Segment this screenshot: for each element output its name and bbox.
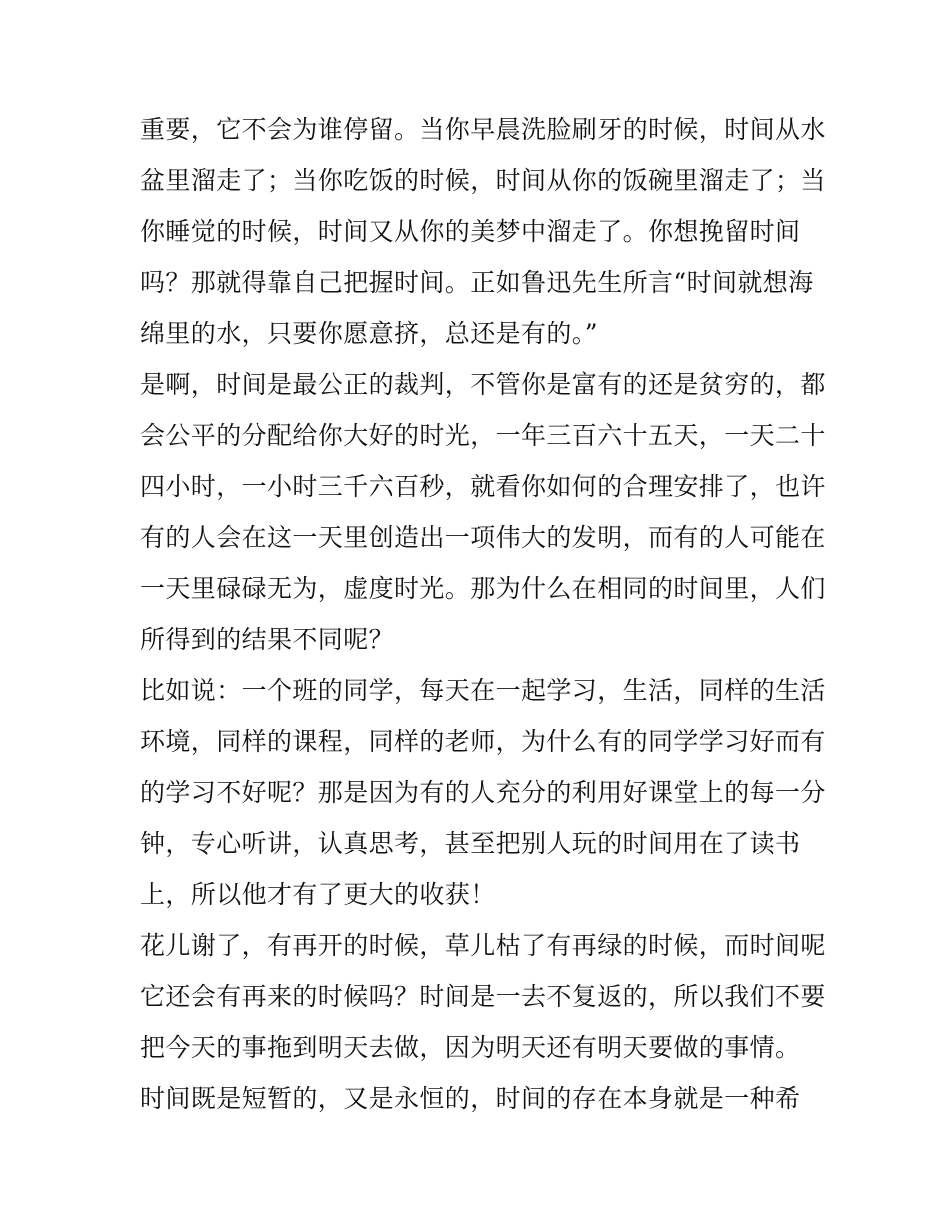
text-line: 它还会有再来的时候吗？时间是一去不复返的，所以我们不要 bbox=[140, 982, 826, 1011]
text-line: 四小时，一小时三千六百秒，就看你如何的合理安排了，也许 bbox=[140, 472, 826, 501]
text-line: 比如说：一个班的同学，每天在一起学习，生活，同样的生活 bbox=[140, 676, 826, 705]
text-line: 重要，它不会为谁停留。当你早晨洗脸刷牙的时候，时间从水 bbox=[140, 115, 826, 144]
text-line: 钟，专心听讲，认真思考，甚至把别人玩的时间用在了读书 bbox=[140, 829, 801, 858]
body-text bbox=[140, 104, 826, 1124]
text-line: 环境，同样的课程，同样的老师，为什么有的同学学习好而有 bbox=[140, 727, 826, 756]
text-line: 你睡觉的时候，时间又从你的美梦中溜走了。你想挽留时间 bbox=[140, 217, 801, 246]
text-line: 盆里溜走了；当你吃饭的时候，时间从你的饭碗里溜走了；当 bbox=[140, 166, 826, 195]
text-line: 的学习不好呢？那是因为有的人充分的利用好课堂上的每一分 bbox=[140, 778, 826, 807]
text-line: 绵里的水，只要你愿意挤，总还是有的。” bbox=[140, 319, 598, 348]
text-line: 把今天的事拖到明天去做，因为明天还有明天要做的事情。 bbox=[140, 1033, 801, 1062]
text-line: 一天里碌碌无为，虚度时光。那为什么在相同的时间里，人们 bbox=[140, 574, 826, 603]
text-line: 所得到的结果不同呢？ bbox=[140, 625, 395, 654]
text-line: 时间既是短暂的，又是永恒的，时间的存在本身就是一种希 bbox=[140, 1084, 801, 1113]
text-line: 吗？那就得靠自己把握时间。正如鲁迅先生所言“时间就想海 bbox=[140, 268, 814, 297]
text-line: 上，所以他才有了更大的收获！ bbox=[140, 880, 496, 909]
text-line: 是啊，时间是最公正的裁判，不管你是富有的还是贫穷的，都 bbox=[140, 370, 826, 399]
text-line: 有的人会在这一天里创造出一项伟大的发明，而有的人可能在 bbox=[140, 523, 826, 552]
text-line: 会公平的分配给你大好的时光，一年三百六十五天，一天二十 bbox=[140, 421, 826, 450]
text-line: 花儿谢了，有再开的时候，草儿枯了有再绿的时候，而时间呢 bbox=[140, 931, 826, 960]
